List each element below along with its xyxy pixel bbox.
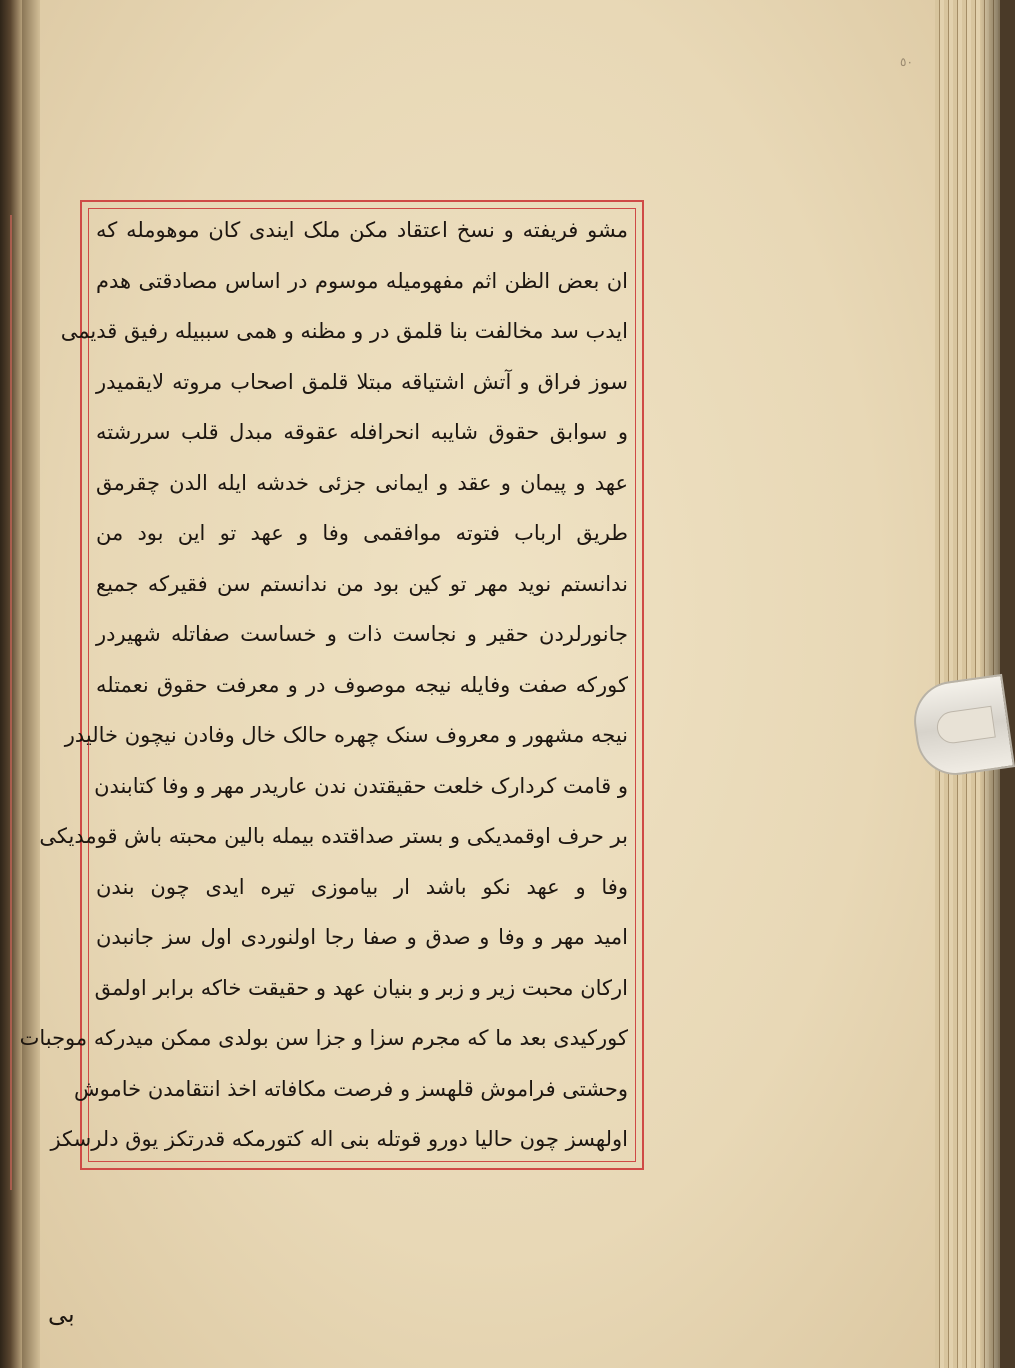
text-line: ایدب سد مخالفت بنا قلمق در و مظنه و همی سببیله رفیق قدیمی: [60, 319, 628, 343]
text-line: بر حرف اوقمدیکی و بستر صداقتده بیمله بالین محبته باش قومدیکی: [39, 824, 628, 848]
previous-page-border: [10, 215, 12, 1190]
text-line: ندانستم نوید مهر تو کین بود من ندانستم سن فقیرکه جمیع: [96, 571, 628, 596]
text-line: امید مهر و وفا و صدق و صفا رجا اولنوردی اول سز جانبدن: [96, 925, 628, 949]
text-line: ان بعض الظن اثم مفهومیله موسوم در اساس مصادقتی هدم: [96, 268, 628, 293]
text-line: وفا و عهد نکو باشد ار بیاموزی تیره ایدی چون بندن: [96, 874, 628, 899]
clip-inner: [935, 706, 996, 746]
text-line: نیجه مشهور و معروف سنک چهره حالک خال وفادن نیچون خالیدر: [64, 723, 628, 747]
text-line: و قامت کردارک خلعت حقیقتدن ندن عاریدر مهر و وفا کتابندن: [94, 773, 628, 798]
text-block: [19, 212, 632, 1158]
text-line: عهد و پیمان و عقد و ایمانی جزئی خدشه ایله الدن چقرمق: [96, 470, 628, 495]
text-line: طریق ارباب فتوته موافقمی وفا و عهد تو این بود من: [96, 521, 628, 545]
text-line: و سوابق حقوق شایبه انحرافله عقوقه مبدل قلب سررشته: [96, 420, 628, 444]
text-line: سوز فراق و آتش اشتیاقه مبتلا قلمق اصحاب مروته لایقمیدر: [96, 369, 628, 394]
text-line: ارکان محبت زیر و زبر و بنیان عهد و حقیقت خاکه برابر اولمق: [94, 975, 628, 1000]
text-line: وحشتی فراموش قلهسز و فرصت مکافاته اخذ انتقامدن خاموش: [74, 1076, 628, 1101]
catchword: بی: [48, 1300, 75, 1328]
text-line: جانورلردن حقیر و نجاست ذات و خساست صفاتله شهیردر: [96, 622, 628, 646]
folio-number: ٥٠: [900, 55, 913, 69]
text-line: مشو فریفته و نسخ اعتقاد مکن ملک ایندی کان موهومله که: [96, 218, 628, 242]
text-line: اولهسز چون حالیا دورو قوتله بنی اله کتورمکه قدرتکز یوق دلرسکز: [50, 1127, 628, 1151]
text-line: کورکه صفت وفایله نیجه موصوف در و معرفت حقوق نعمتله: [96, 672, 628, 697]
text-line: کورکیدی بعد ما که مجرم سزا و جزا سن بولدی ممکن میدرکه موجبات: [19, 1026, 628, 1050]
